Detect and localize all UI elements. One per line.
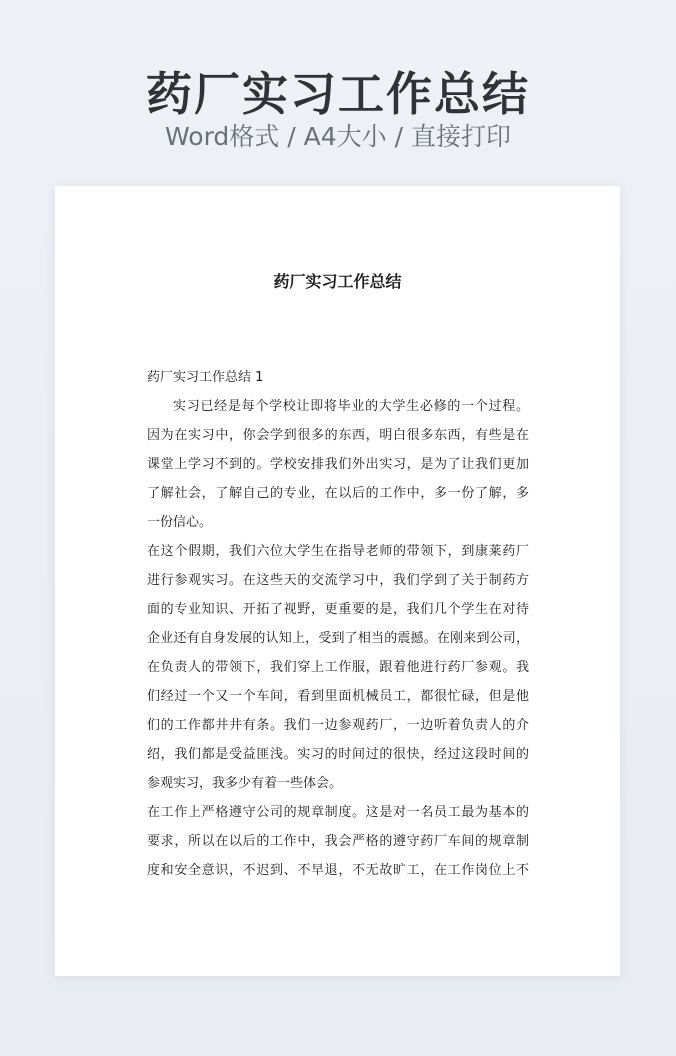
- section-heading: 药厂实习工作总结 1: [147, 370, 264, 385]
- banner-title: 药厂实习工作总结: [146, 67, 530, 121]
- text-line: 们经过一个又一个车间，看到里面机械员工，都很忙碌，但是他: [147, 689, 529, 704]
- text-line: 们的工作都井井有条。我们一边参观药厂，一边听着负责人的介: [147, 718, 529, 733]
- text-line: 参观实习，我多少有着一些体会。: [147, 776, 343, 791]
- text-line: 度和安全意识，不迟到、不早退，不无故旷工，在工作岗位上不: [147, 863, 529, 878]
- text-line: 面的专业知识、开拓了视野，更重要的是，我们几个学生在对待: [147, 602, 529, 617]
- document-body: [147, 363, 529, 885]
- document-title: 药厂实习工作总结: [273, 272, 402, 291]
- text-line: 企业还有自身发展的认知上，受到了相当的震撼。在刚来到公司，: [147, 631, 529, 646]
- text-line: 课堂上学习不到的。学校安排我们外出实习，是为了让我们更加: [147, 457, 529, 472]
- text-line: 实习已经是每个学校让即将毕业的大学生必修的一个过程。: [173, 399, 529, 414]
- text-line: 因为在实习中，你会学到很多的东西，明白很多东西，有些是在: [147, 428, 529, 443]
- text-line: 要求，所以在以后的工作中，我会严格的遵守药厂车间的规章制: [147, 834, 529, 849]
- text-line: 绍，我们都是受益匪浅。实习的时间过的很快，经过这段时间的: [147, 747, 529, 762]
- paragraph-3: [147, 798, 529, 885]
- banner-subtitle: Word格式 / A4大小 / 直接打印: [165, 122, 511, 151]
- text-line: 一份信心。: [147, 515, 213, 530]
- document-page: [55, 186, 620, 976]
- paragraph-2: [147, 537, 529, 798]
- text-line: 在工作上严格遵守公司的规章制度。这是对一名员工最为基本的: [147, 805, 529, 820]
- paragraph-1: [147, 392, 529, 537]
- text-line: 进行参观实习。在这些天的交流学习中，我们学到了关于制药方: [147, 573, 529, 588]
- text-line: 在这个假期，我们六位大学生在指导老师的带领下，到康莱药厂: [147, 544, 529, 559]
- text-line: 了解社会，了解自己的专业，在以后的工作中，多一份了解，多: [147, 486, 529, 501]
- text-line: 在负责人的带领下，我们穿上工作服，跟着他进行药厂参观。我: [147, 660, 529, 675]
